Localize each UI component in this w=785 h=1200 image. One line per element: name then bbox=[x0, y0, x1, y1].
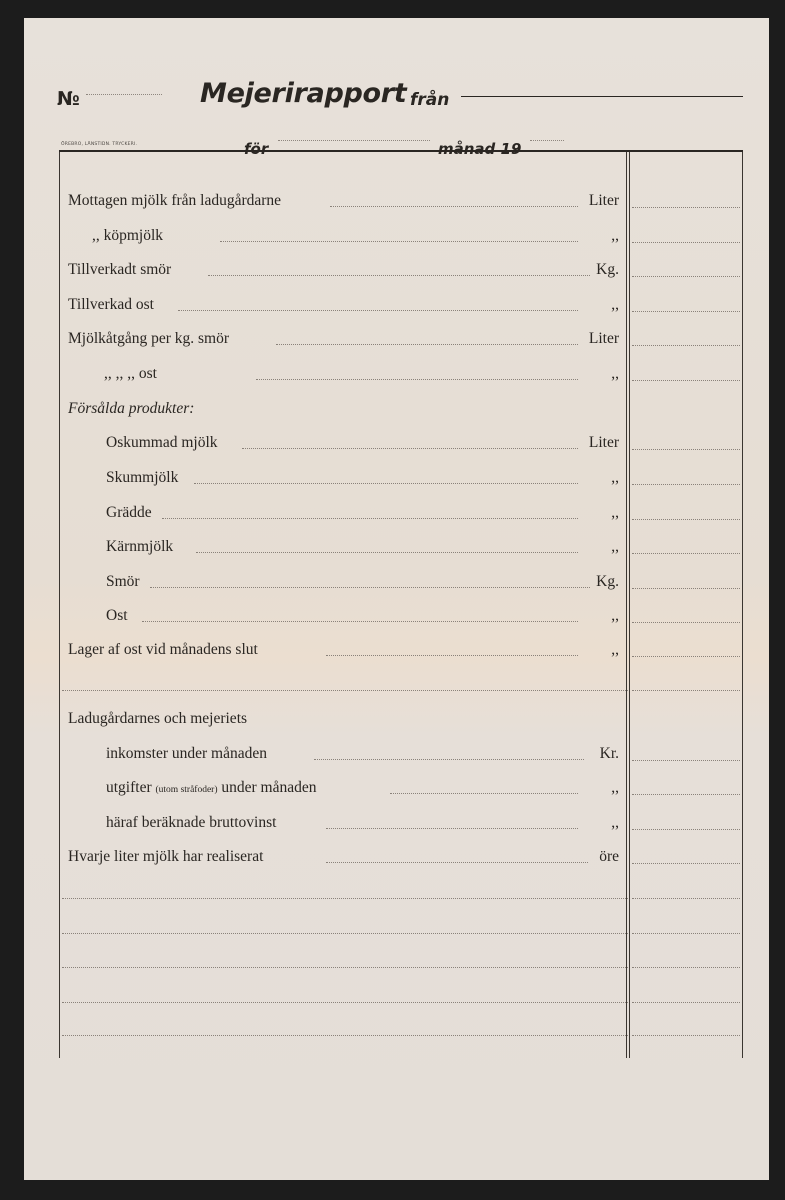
header-rule bbox=[59, 150, 743, 152]
amount-field[interactable] bbox=[632, 588, 740, 589]
amount-field[interactable] bbox=[632, 553, 740, 554]
year-field[interactable] bbox=[530, 140, 564, 141]
row-butter-sold: Smör Kg. bbox=[24, 573, 769, 591]
row-milk-per-cheese: ,, ,, ,, ost ,, bbox=[24, 365, 769, 383]
value-field[interactable] bbox=[390, 793, 578, 794]
title-fran: från bbox=[410, 90, 450, 110]
amount-field[interactable] bbox=[632, 207, 740, 208]
row-milk-received: Mottagen mjölk från ladugårdarne Liter bbox=[24, 192, 769, 210]
section-sold-products bbox=[24, 400, 769, 418]
amount-field[interactable] bbox=[632, 311, 740, 312]
value-field[interactable] bbox=[194, 483, 578, 484]
table-right-border bbox=[742, 152, 743, 1058]
column-divider-right bbox=[629, 152, 630, 1058]
section-farm-dairy bbox=[24, 710, 769, 728]
section-heading: Försålda produkter: bbox=[68, 400, 195, 417]
row-income: inkomster under månaden Kr. bbox=[24, 745, 769, 763]
row-expenses: utgifter (utom stråfoder) under månaden ,, bbox=[24, 779, 769, 797]
amount-field[interactable] bbox=[632, 519, 740, 520]
number-field[interactable] bbox=[86, 94, 162, 95]
amount-field[interactable] bbox=[632, 242, 740, 243]
amount-field[interactable] bbox=[632, 656, 740, 657]
value-field[interactable] bbox=[330, 206, 578, 207]
section-heading: Ladugårdarnes och mejeriets bbox=[68, 710, 248, 727]
amount-field[interactable] bbox=[632, 829, 740, 830]
amount-field[interactable] bbox=[632, 933, 740, 934]
value-field[interactable] bbox=[326, 828, 578, 829]
amount-field[interactable] bbox=[632, 1002, 740, 1003]
row-cheese-stock: Lager af ost vid månadens slut ,, bbox=[24, 641, 769, 659]
blank-line[interactable] bbox=[62, 1002, 628, 1003]
value-field[interactable] bbox=[196, 552, 578, 553]
amount-field[interactable] bbox=[632, 449, 740, 450]
value-field[interactable] bbox=[326, 655, 578, 656]
amount-field[interactable] bbox=[632, 690, 740, 691]
value-field[interactable] bbox=[162, 518, 578, 519]
blank-line[interactable] bbox=[62, 967, 628, 968]
row-milk-per-butter: Mjölkåtgång per kg. smör Liter bbox=[24, 330, 769, 348]
amount-field[interactable] bbox=[632, 863, 740, 864]
row-cheese-produced: Tillverkad ost ,, bbox=[24, 296, 769, 314]
value-field[interactable] bbox=[178, 310, 578, 311]
row-realized-per-liter: Hvarje liter mjölk har realiserat öre bbox=[24, 848, 769, 866]
value-field[interactable] bbox=[142, 621, 578, 622]
amount-field[interactable] bbox=[632, 380, 740, 381]
row-skim-milk: Skummjölk ,, bbox=[24, 469, 769, 487]
amount-field[interactable] bbox=[632, 484, 740, 485]
row-butter-produced: Tillverkadt smör Kg. bbox=[24, 261, 769, 279]
blank-line[interactable] bbox=[62, 933, 628, 934]
row-purchased-milk: ,, köpmjölk ,, bbox=[24, 227, 769, 245]
value-field[interactable] bbox=[220, 241, 578, 242]
column-divider-left bbox=[626, 152, 627, 1058]
printer-imprint: ÖREBRO, LÄNSTIDN. TRYCKERI. bbox=[61, 142, 138, 147]
row-gross-profit: häraf beräknade bruttovinst ,, bbox=[24, 814, 769, 832]
value-field[interactable] bbox=[208, 275, 590, 276]
blank-line[interactable] bbox=[62, 1035, 628, 1036]
amount-field[interactable] bbox=[632, 967, 740, 968]
table-left-border bbox=[59, 152, 60, 1058]
period-field[interactable] bbox=[278, 140, 430, 141]
amount-field[interactable] bbox=[632, 760, 740, 761]
value-field[interactable] bbox=[150, 587, 590, 588]
row-cheese-sold: Ost ,, bbox=[24, 607, 769, 625]
row-buttermilk: Kärnmjölk ,, bbox=[24, 538, 769, 556]
form-sheet bbox=[24, 18, 769, 1180]
blank-line[interactable] bbox=[62, 690, 628, 691]
value-field[interactable] bbox=[314, 759, 584, 760]
amount-field[interactable] bbox=[632, 898, 740, 899]
for-label: för bbox=[244, 140, 269, 158]
amount-field[interactable] bbox=[632, 276, 740, 277]
dairy-name-field[interactable] bbox=[461, 96, 743, 97]
amount-field[interactable] bbox=[632, 1035, 740, 1036]
row-whole-milk: Oskummad mjölk Liter bbox=[24, 434, 769, 452]
value-field[interactable] bbox=[276, 344, 578, 345]
amount-field[interactable] bbox=[632, 345, 740, 346]
row-cream: Grädde ,, bbox=[24, 504, 769, 522]
amount-field[interactable] bbox=[632, 794, 740, 795]
value-field[interactable] bbox=[326, 862, 588, 863]
amount-field[interactable] bbox=[632, 622, 740, 623]
value-field[interactable] bbox=[256, 379, 578, 380]
month-label: månad 19 bbox=[438, 140, 522, 158]
number-sign: № bbox=[57, 88, 80, 110]
blank-line[interactable] bbox=[62, 898, 628, 899]
form-title: Mejerirapport bbox=[200, 78, 407, 109]
value-field[interactable] bbox=[242, 448, 578, 449]
